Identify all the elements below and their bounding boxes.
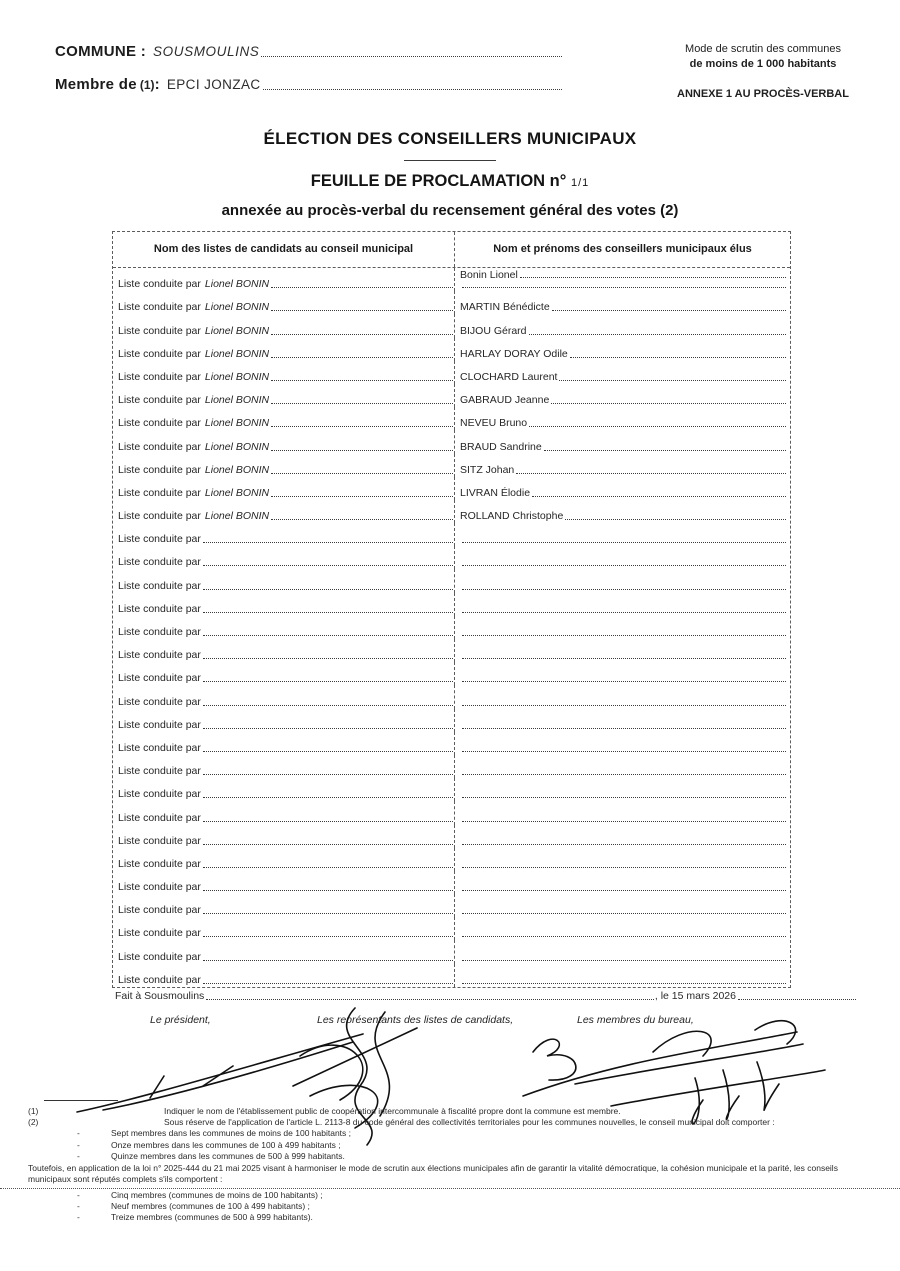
sheet-page-number: 1/1 (570, 177, 590, 189)
footnote-1 (28, 1106, 876, 1117)
bullet-item (28, 1140, 876, 1151)
page-title: ÉLECTION DES CONSEILLERS MUNICIPAUX (263, 129, 637, 148)
elected-cell (455, 268, 790, 291)
list-label: Liste conduite par (118, 510, 201, 523)
list-leader-name: Lionel BONIN (204, 510, 270, 523)
elected-name: HARLAY DORAY Odile (460, 347, 568, 360)
list-label: Liste conduite par (118, 370, 201, 383)
sheet-title (0, 172, 900, 191)
elected-cell (455, 338, 790, 361)
list-cell (113, 361, 455, 384)
dotted-leader (462, 983, 786, 984)
list-cell (113, 801, 455, 824)
bullet-text: Neuf membres (communes de 100 à 499 habitants) ; (111, 1200, 310, 1211)
dotted-leader (462, 844, 786, 845)
list-label: Liste conduite par (118, 579, 201, 592)
elected-cell (455, 894, 790, 917)
title-underline (404, 160, 496, 161)
list-cell (113, 662, 455, 685)
list-label: Liste conduite par (118, 486, 201, 499)
table-row (113, 523, 790, 546)
dotted-leader (203, 913, 453, 914)
dotted-leader (529, 426, 786, 427)
membre-value: EPCI JONZAC (166, 77, 261, 92)
table-row (113, 268, 790, 291)
dotted-leader (462, 705, 786, 706)
list-cell (113, 523, 455, 546)
dotted-leader (203, 681, 453, 682)
dotted-leader (462, 774, 786, 775)
elected-cell (455, 616, 790, 639)
list-label: Liste conduite par (118, 324, 201, 337)
list-cell (113, 778, 455, 801)
dotted-leader (203, 821, 453, 822)
list-label: Liste conduite par (118, 626, 201, 638)
footnote-2-number: (2) (28, 1117, 39, 1128)
dotted-leader (271, 310, 453, 311)
representatives-signature-label: Les représentants des listes de candidats, (317, 1014, 514, 1026)
dotted-leader (271, 334, 453, 335)
bullet-item (28, 1151, 876, 1162)
table-row (113, 593, 790, 616)
scrutin-mode-line1: Mode de scrutin des communes (685, 43, 841, 55)
elected-cell (455, 778, 790, 801)
list-cell (113, 825, 455, 848)
table-row (113, 709, 790, 732)
bullet-item (28, 1212, 876, 1223)
table-row (113, 662, 790, 685)
table-row (113, 407, 790, 430)
dotted-leader (203, 890, 453, 891)
list-label: Liste conduite par (118, 417, 201, 430)
dotted-leader (551, 403, 786, 404)
list-label: Liste conduite par (118, 695, 201, 708)
dotted-leader (552, 310, 786, 311)
list-cell (113, 848, 455, 871)
column-header-lists: Nom des listes de candidats au conseil municipal (113, 232, 455, 267)
dotted-separator-line (0, 1188, 900, 1189)
list-leader-name: Lionel BONIN (204, 394, 270, 407)
list-label: Liste conduite par (118, 672, 201, 685)
proclamation-table (112, 231, 791, 988)
list-leader-name: Lionel BONIN (204, 463, 270, 476)
dotted-leader (271, 496, 453, 497)
scan-line-artifact (44, 1100, 118, 1101)
list-cell (113, 569, 455, 592)
list-cell (113, 500, 455, 523)
list-label: Liste conduite par (118, 834, 201, 847)
table-row (113, 454, 790, 477)
dotted-leader (516, 473, 786, 474)
dotted-leader (203, 705, 453, 706)
elected-name: BRAUD Sandrine (460, 440, 542, 453)
table-row (113, 361, 790, 384)
list-cell (113, 732, 455, 755)
table-body (113, 268, 790, 987)
dotted-leader (462, 797, 786, 798)
dotted-leader (261, 56, 562, 57)
elected-cell (455, 314, 790, 337)
dotted-leader (559, 380, 786, 381)
list-label: Liste conduite par (118, 556, 201, 569)
list-label: Liste conduite par (118, 718, 201, 731)
bullet-item (28, 1201, 876, 1212)
date-label: , le 15 mars 2026 (654, 990, 736, 1002)
elected-cell (455, 523, 790, 546)
list-leader-name: Lionel BONIN (204, 486, 270, 499)
membre-ref-number: (1) (139, 78, 155, 92)
table-row (113, 825, 790, 848)
dotted-leader (203, 658, 453, 659)
elected-cell (455, 825, 790, 848)
dotted-leader (462, 612, 786, 613)
elected-cell (455, 454, 790, 477)
scrutin-mode-line2: de moins de 1 000 habitants (689, 57, 837, 70)
dotted-leader (520, 268, 786, 278)
dotted-leader (544, 450, 786, 451)
table-row (113, 477, 790, 500)
list-label: Liste conduite par (118, 950, 201, 963)
table-row (113, 569, 790, 592)
elected-cell (455, 801, 790, 824)
list-leader-name: Lionel BONIN (204, 417, 270, 430)
list-leader-name: Lionel BONIN (204, 347, 270, 360)
table-header-row (113, 232, 790, 268)
membre-label: Membre de (55, 76, 137, 93)
bullet-item (28, 1128, 876, 1139)
list-label: Liste conduite par (118, 811, 201, 824)
dotted-leader (271, 403, 453, 404)
dotted-leader (570, 357, 786, 358)
dotted-leader (532, 496, 786, 497)
dotted-leader (462, 913, 786, 914)
table-row (113, 500, 790, 523)
bullet-text: Onze membres dans les communes de 100 à 499 habitants ; (111, 1139, 341, 1150)
bullet-text: Treize membres (communes de 500 à 999 habitants). (111, 1211, 313, 1222)
bullet-text: Cinq membres (communes de moins de 100 habitants) ; (111, 1189, 323, 1200)
list-label: Liste conduite par (118, 904, 201, 917)
dotted-leader (271, 357, 453, 358)
dotted-leader (271, 380, 453, 381)
elected-cell (455, 709, 790, 732)
list-cell (113, 384, 455, 407)
elected-cell (455, 685, 790, 708)
dotted-leader (462, 728, 786, 729)
list-cell (113, 430, 455, 453)
table-row (113, 314, 790, 337)
list-label: Liste conduite par (118, 463, 201, 476)
list-cell (113, 685, 455, 708)
elected-cell (455, 639, 790, 662)
sheet-subtitle: annexée au procès-verbal du recensement général des votes (2) (221, 202, 679, 219)
dotted-leader (203, 612, 453, 613)
list-cell (113, 616, 455, 639)
elected-cell (455, 546, 790, 569)
elected-name: Bonin Lionel (460, 269, 518, 281)
dotted-leader (462, 589, 786, 590)
dotted-leader (203, 936, 453, 937)
place-label: Fait à Sousmoulins (115, 990, 205, 1002)
bureau-members-signature-label: Les membres du bureau, (577, 1014, 694, 1026)
dotted-leader (462, 867, 786, 868)
bullet-dash: - (77, 1211, 80, 1222)
table-row (113, 894, 790, 917)
list-label: Liste conduite par (118, 927, 201, 940)
table-row (113, 964, 790, 987)
sheet-title-text: FEUILLE DE PROCLAMATION n° (310, 172, 567, 190)
dotted-leader (203, 983, 453, 984)
table-row (113, 801, 790, 824)
dotted-leader (462, 821, 786, 822)
list-label: Liste conduite par (118, 649, 201, 662)
elected-cell (455, 477, 790, 500)
dotted-leader (203, 565, 453, 566)
list-cell (113, 291, 455, 314)
list-label: Liste conduite par (118, 440, 201, 453)
table-row (113, 871, 790, 894)
list-label: Liste conduite par (118, 973, 201, 986)
dotted-leader (203, 960, 453, 961)
list-cell (113, 755, 455, 778)
elected-cell (455, 848, 790, 871)
footnote-1-number: (1) (28, 1106, 39, 1116)
elected-name-line (460, 268, 787, 281)
elected-cell (455, 917, 790, 940)
commune-value: SOUSMOULINS (153, 44, 260, 59)
bullet-list-2 (28, 1190, 876, 1224)
list-cell (113, 593, 455, 616)
table-row (113, 732, 790, 755)
bullet-dash: - (77, 1200, 80, 1211)
list-label: Liste conduite par (118, 278, 201, 291)
elected-cell (455, 384, 790, 407)
toutefois-paragraph: Toutefois, en application de la loi n° 2025-444 du 21 mai 2025 visant à harmoniser le mode de scrutin aux élections municipales afin de garantir la vitalité démocratique, la cohésion municipale et la parité, les conseils municipaux sont réputés complets s'ils comportent : (28, 1163, 838, 1185)
elected-name: NEVEU Bruno (460, 417, 528, 430)
list-cell (113, 338, 455, 361)
list-leader-name: Lionel BONIN (204, 324, 270, 337)
list-leader-name: Lionel BONIN (204, 301, 270, 314)
dotted-leader (462, 635, 786, 636)
list-label: Liste conduite par (118, 602, 201, 615)
table-row (113, 778, 790, 801)
bullet-list-1 (28, 1128, 876, 1162)
list-cell (113, 268, 455, 291)
footnote-2 (28, 1117, 876, 1128)
list-leader-name: Lionel BONIN (204, 440, 270, 453)
bullet-dash: - (77, 1189, 80, 1200)
footnote-2-text: Sous réserve de l'application de l'article L. 2113-8 du code général des collectivités territoriales pour les communes nouvelles, le conseil municipal doit comporter : (164, 1117, 775, 1128)
membre-colon: : (154, 76, 160, 93)
dotted-leader (203, 728, 453, 729)
list-cell (113, 546, 455, 569)
elected-cell (455, 662, 790, 685)
membre-line (55, 69, 563, 93)
elected-name: CLOCHARD Laurent (460, 370, 558, 383)
table-row (113, 940, 790, 963)
list-cell (113, 314, 455, 337)
list-label: Liste conduite par (118, 881, 201, 894)
elected-cell (455, 361, 790, 384)
dotted-leader (462, 890, 786, 891)
elected-cell (455, 964, 790, 987)
table-row (113, 639, 790, 662)
elected-cell (455, 871, 790, 894)
list-label: Liste conduite par (118, 347, 201, 360)
elected-name: SITZ Johan (460, 463, 515, 476)
dotted-leader (565, 519, 786, 520)
bullet-text: Quinze membres dans les communes de 500 à 999 habitants. (111, 1150, 345, 1161)
dotted-leader (203, 844, 453, 845)
list-cell (113, 871, 455, 894)
bullet-dash: - (77, 1139, 80, 1150)
bullet-dash: - (77, 1128, 80, 1139)
bullet-item (28, 1190, 876, 1201)
list-cell (113, 477, 455, 500)
list-cell (113, 964, 455, 987)
dotted-leader (263, 89, 562, 90)
commune-label: COMMUNE : (55, 43, 147, 60)
elected-cell (455, 593, 790, 616)
dotted-leader (462, 287, 786, 288)
table-row (113, 546, 790, 569)
table-row (113, 338, 790, 361)
commune-line (55, 36, 563, 60)
dotted-leader (271, 519, 453, 520)
dotted-leader (203, 797, 453, 798)
elected-name: BIJOU Gérard (460, 324, 527, 337)
scrutin-mode-block (646, 42, 880, 101)
dotted-leader (271, 287, 453, 288)
list-cell (113, 894, 455, 917)
elected-cell (455, 755, 790, 778)
elected-cell (455, 291, 790, 314)
footnote-1-text: Indiquer le nom de l'établissement public de coopération intercommunale à fiscalité propre dont la commune est membre. (164, 1106, 621, 1116)
elected-name: ROLLAND Christophe (460, 510, 564, 523)
footnotes (28, 1106, 876, 1223)
elected-name: GABRAUD Jeanne (460, 394, 550, 407)
list-cell (113, 940, 455, 963)
table-row (113, 291, 790, 314)
dotted-leader (203, 635, 453, 636)
dotted-leader (203, 867, 453, 868)
dotted-leader (271, 450, 453, 451)
list-cell (113, 407, 455, 430)
elected-name: MARTIN Bénédicte (460, 301, 550, 314)
president-signature-label: Le président, (150, 1014, 211, 1026)
table-row (113, 616, 790, 639)
dotted-leader (462, 658, 786, 659)
table-row (113, 755, 790, 778)
elected-cell (455, 732, 790, 755)
elected-cell (455, 569, 790, 592)
bullet-dash: - (77, 1150, 80, 1161)
list-label: Liste conduite par (118, 394, 201, 407)
dotted-leader (529, 334, 786, 335)
elected-cell (455, 500, 790, 523)
list-leader-name: Lionel BONIN (204, 278, 270, 291)
elected-name: LIVRAN Élodie (460, 486, 531, 499)
elected-cell (455, 940, 790, 963)
list-label: Liste conduite par (118, 857, 201, 870)
dotted-leader (462, 960, 786, 961)
dotted-leader (203, 751, 453, 752)
dotted-leader (462, 936, 786, 937)
table-row (113, 917, 790, 940)
list-label: Liste conduite par (118, 301, 201, 314)
list-cell (113, 454, 455, 477)
list-label: Liste conduite par (118, 765, 201, 778)
dotted-leader (203, 589, 453, 590)
dotted-leader (462, 751, 786, 752)
dotted-leader (203, 774, 453, 775)
list-leader-name: Lionel BONIN (204, 370, 270, 383)
dotted-leader (462, 565, 786, 566)
list-label: Liste conduite par (118, 788, 201, 801)
list-cell (113, 709, 455, 732)
dotted-leader (462, 542, 786, 543)
dotted-leader (271, 426, 453, 427)
elected-cell (455, 430, 790, 453)
dotted-leader (462, 681, 786, 682)
dotted-leader (203, 542, 453, 543)
commune-block (55, 36, 563, 102)
dotted-leader (271, 473, 453, 474)
list-cell (113, 639, 455, 662)
elected-cell (455, 407, 790, 430)
table-row (113, 848, 790, 871)
table-row (113, 384, 790, 407)
bullet-text: Sept membres dans les communes de moins de 100 habitants ; (111, 1128, 352, 1139)
table-row (113, 685, 790, 708)
annexe-label: ANNEXE 1 AU PROCÈS-VERBAL (677, 87, 849, 100)
list-label: Liste conduite par (118, 533, 201, 546)
list-label: Liste conduite par (118, 741, 201, 754)
list-cell (113, 917, 455, 940)
table-row (113, 430, 790, 453)
column-header-elected: Nom et prénoms des conseillers municipaux élus (493, 243, 752, 256)
